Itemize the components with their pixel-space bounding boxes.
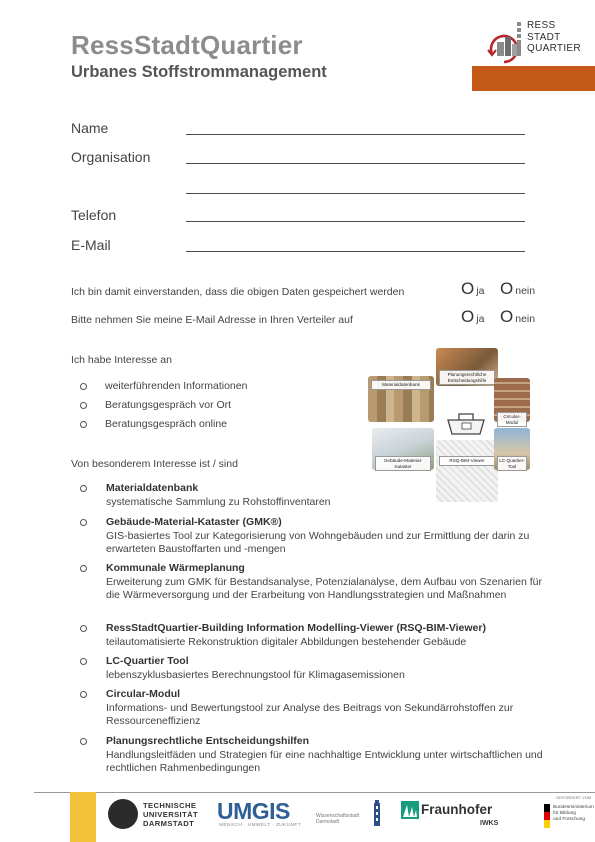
consent-mailing-text: Bitte nehmen Sie meine E-Mail Adresse in Ihren Verteiler auf <box>71 314 353 326</box>
item-description: Informations- und Bewertungstool zur Analyse des Beitrags von Sekundärrohstoffen zur Ressourceneffizienz <box>106 702 514 727</box>
item-name: Circular-Modul <box>106 688 181 700</box>
checkbox-circle-icon <box>80 565 87 572</box>
item-description: systematische Sammlung zu Rohstoffinventaren <box>106 496 331 508</box>
radio-circle-icon: O <box>500 307 514 326</box>
collage-tile: Gebäude-Material-Kataster <box>372 428 434 470</box>
telefon-label: Telefon <box>71 207 117 223</box>
toolbox-icon <box>442 408 490 436</box>
item-description: GIS-basiertes Tool zur Kategorisierung von Wohngebäuden und zur Ermittlung der darin zu erwarteten Baustoffarten und -mengen <box>106 530 530 555</box>
bmbf-funding-label: GEFÖRDERT VOM <box>556 795 592 800</box>
collage-tile: Circular-Modul <box>494 378 530 422</box>
collage-tile: RSQ-BIM-Viewer <box>436 440 498 502</box>
checkbox-circle-icon <box>80 658 87 665</box>
item-name: Gebäude-Material-Kataster (GMK®) <box>106 516 282 528</box>
umgis-logo: UMGIS <box>217 798 290 824</box>
fraunhofer-logo-icon <box>401 801 419 819</box>
fraunhofer-logo-text: Fraunhofer <box>421 802 493 817</box>
checkbox-circle-icon <box>80 383 87 390</box>
item-name: LC-Quartier Tool <box>106 655 189 667</box>
radio-circle-icon: O <box>461 307 475 326</box>
item-name: RessStadtQuartier-Building Information Modelling-Viewer (RSQ-BIM-Viewer) <box>106 622 486 634</box>
checkbox-circle-icon <box>80 421 87 428</box>
organisation-label: Organisation <box>71 149 151 165</box>
consent-store-text: Ich bin damit einverstanden, dass die obigen Daten gespeichert werden <box>71 286 405 298</box>
item-description: Erweiterung zum GMK für Bestandsanalyse, Potenzialanalyse, dem Aufbau von Szenarien für die Wärmeversorgung und der Erarbeitung von Handlungsstrategien und Maßnahmen <box>106 576 542 601</box>
item-description: lebenszyklusbasiertes Berechnungstool für Klimagasemissionen <box>106 669 405 681</box>
wissenschaftsstadt-logo-text: Wissenschaftsstadt Darmstadt <box>316 813 360 825</box>
page-title: RessStadtQuartier <box>71 30 303 60</box>
page-subtitle: Urbanes Stoffstrommanagement <box>71 63 327 81</box>
collage-tile: Materialdatenbank <box>368 376 434 422</box>
logo-line: QUARTIER <box>527 43 581 54</box>
interest-option-online[interactable]: Beratungsgespräch online <box>80 418 227 430</box>
checkbox-circle-icon <box>80 738 87 745</box>
umgis-tagline: MENSCH · UMWELT · ZUKUNFT <box>219 823 302 828</box>
wedding-tower-icon <box>372 800 382 826</box>
item-name: Materialdatenbank <box>106 482 199 494</box>
checkbox-circle-icon <box>80 485 87 492</box>
checkbox-circle-icon <box>80 402 87 409</box>
logo-line: RESS <box>527 20 556 31</box>
radio-circle-icon: O <box>500 279 514 298</box>
checkbox-circle-icon <box>80 519 87 526</box>
checkbox-circle-icon <box>80 691 87 698</box>
consent-mailing-no[interactable]: O nein <box>500 307 536 326</box>
footer-divider <box>34 792 595 793</box>
telefon-field[interactable] <box>186 221 525 222</box>
collage-tile: LC-Quartier-Tool <box>494 428 530 470</box>
special-heading: Von besonderem Interesse ist / sind <box>71 458 238 470</box>
fraunhofer-institute: IWKS <box>480 820 499 827</box>
interest-option-onsite[interactable]: Beratungsgespräch vor Ort <box>80 399 231 411</box>
checkbox-circle-icon <box>80 625 87 632</box>
item-description: Handlungsleitfäden und Strategien für eine nachhaltige Entwicklung unter wirtschaftlichen und rechtlichen Rahmenbedingungen <box>106 749 543 774</box>
consent-store-yes[interactable]: O ja <box>461 279 485 298</box>
consent-mailing-yes[interactable]: O ja <box>461 307 485 326</box>
organisation-field[interactable] <box>186 163 525 164</box>
bmbf-logo-text: Bundesministerium für Bildung und Forschung <box>553 805 594 822</box>
interest-option-info[interactable]: weiterführenden Informationen <box>80 380 247 392</box>
email-field[interactable] <box>186 251 525 252</box>
german-flag-icon <box>544 804 550 828</box>
consent-store-no[interactable]: O nein <box>500 279 536 298</box>
name-label: Name <box>71 120 109 136</box>
ressstadtquartier-logo <box>484 20 584 64</box>
tud-logo-text: TECHNISCHE UNIVERSITÄT DARMSTADT <box>143 801 199 828</box>
header-accent-band <box>472 66 595 91</box>
item-name: Kommunale Wärmeplanung <box>106 562 245 574</box>
tud-logo-icon <box>108 799 138 829</box>
email-label: E-Mail <box>71 237 111 253</box>
interest-heading: Ich habe Interesse an <box>71 354 172 366</box>
item-name: Planungsrechtliche Entscheidungshilfen <box>106 735 310 747</box>
city-skyline-icon <box>484 20 526 64</box>
item-description: teilautomatisierte Rekonstruktion digitaler Abbildungen bestehender Gebäude <box>106 636 467 648</box>
tools-collage <box>368 348 530 506</box>
footer-accent-block <box>70 792 96 842</box>
collage-tile: Planungsrechtliche Entscheidungshilfe <box>436 348 498 386</box>
name-field[interactable] <box>186 134 525 135</box>
radio-circle-icon: O <box>461 279 475 298</box>
organisation-field-line-2[interactable] <box>186 193 525 194</box>
logo-line: STADT <box>527 31 561 43</box>
